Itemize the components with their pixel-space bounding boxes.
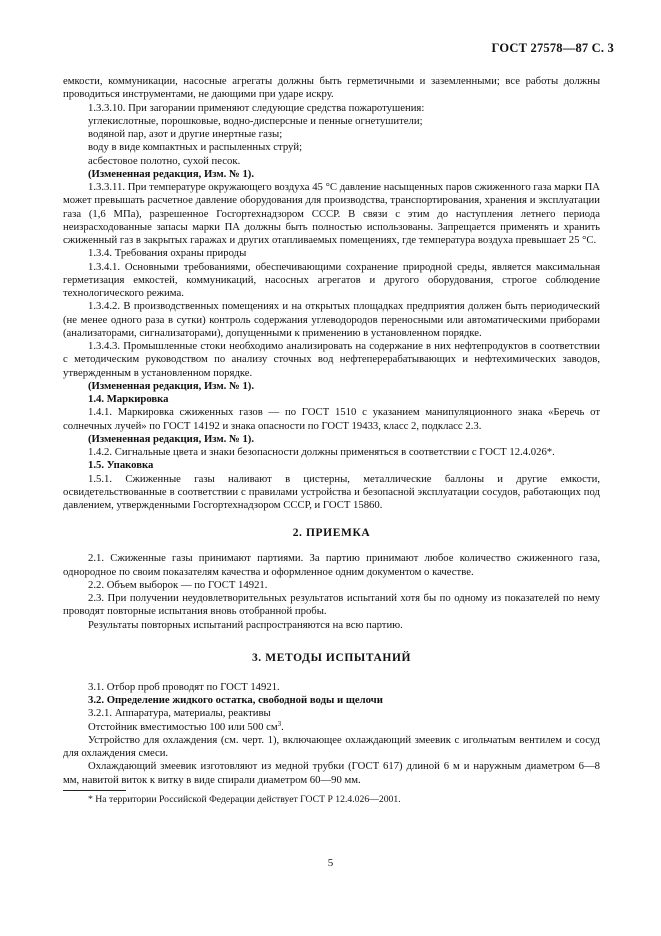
paragraph: емкости, коммуникации, насосные агрегаты должны быть герметичными и заземленными; все работы должны проводиться инструментами, не дающими при ударе искру. <box>63 75 600 101</box>
paragraph: 1.3.4.3. Промышленные стоки необходимо анализировать на содержание в них нефтепродуктов в соответствии с методическим руководством по анализу сточных вод нефтеперерабатывающих и нефтехимических заводов, утвержденным в установленном порядке. <box>63 340 600 379</box>
paragraph: Результаты повторных испытаний распространяются на всю партию. <box>88 618 403 631</box>
subsection-heading: 1.5. Упаковка <box>88 459 154 472</box>
section-title: 3. МЕТОДЫ ИСПЫТАНИЙ <box>251 651 412 664</box>
subsection-heading: 3.2. Определение жидкого остатка, свободной воды и щелочи <box>88 694 383 706</box>
list-item: углекислотные, порошковые, водно-дисперсные и пенные огнетушители; <box>88 114 423 127</box>
paragraph: 3.1. Отбор проб проводят по ГОСТ 14921. <box>88 680 280 693</box>
paragraph: 1.4.2. Сигнальные цвета и знаки безопасности должны применяться в соответствии с ГОСТ 12.4.026*. <box>88 446 555 458</box>
paragraph: 2.2. Объем выборок — по ГОСТ 14921. <box>88 578 268 591</box>
amendment-note: (Измененная редакция, Изм. № 1). <box>88 167 255 180</box>
page-header: ГОСТ 27578—87 С. 3 <box>491 41 614 55</box>
paragraph: 2.3. При получении неудовлетворительных результатов испытаний хотя бы по одному из показателей по нему проводят повторные испытания вновь отобранной пробы. <box>63 592 600 618</box>
list-item: асбестовое полотно, сухой песок. <box>88 154 241 167</box>
amendment-note: (Измененная редакция, Изм. № 1). <box>88 432 255 445</box>
section-title: 2. ПРИЕМКА <box>292 527 371 540</box>
paragraph: 1.3.4.2. В производственных помещениях и на открытых площадках предприятия должен быть периодический (не менее одного раза в сутки) контроль содержания углеводородов переносными или автоматическими приборами (анализаторами, сигнализаторами), допущенными к применению в установленном порядке. <box>63 300 600 339</box>
page-number: 5 <box>327 857 334 869</box>
footnote: * На территории Российской Федерации действует ГОСТ Р 12.4.026—2001. <box>88 793 401 805</box>
superscript: 3 <box>277 719 282 728</box>
paragraph: 3.2.1. Аппаратура, материалы, реактивы <box>88 707 271 720</box>
footnote-divider <box>63 790 126 791</box>
list-item: водяной пар, азот и другие инертные газы; <box>88 128 283 140</box>
paragraph: 2.1. Сжиженные газы принимают партиями. За партию принимают любое количество сжиженного газа, однородное по своим показателям качества и оформленное одним документом о качестве. <box>63 552 600 578</box>
paragraph-text: Отстойник вместимостью 100 или 500 см <box>88 720 278 733</box>
paragraph: 1.3.3.10. При загорании применяют следующие средства пожаротушения: <box>88 101 425 114</box>
amendment-note: (Измененная редакция, Изм. № 1). <box>88 379 255 392</box>
list-item: воду в виде компактных и распыленных струй; <box>88 141 303 154</box>
paragraph: Устройство для охлаждения (см. черт. 1), включающее охлаждающий змеевик с игольчатым вентилем и сосуд для охлаждения смеси. <box>63 733 600 759</box>
paragraph: 1.3.4.1. Основными требованиями, обеспечивающими сохранение природной среды, является максимальная герметизация емкостей, коммуникаций, насосных агрегатов и другого оборудования, строгое соблюдение технологического режима. <box>63 260 600 299</box>
paragraph: 1.3.3.11. При температуре окружающего воздуха 45 °С давление насыщенных паров сжиженного газа марки ПА может превышать расчетное давление оборудования для производства, транспортирования, хранения и эксплуатации газа (1,6 МПа), разрешенное Госгортехнадзором СССР. В связи с этим до наступления летнего периода неизрасходованные запасы марки ПА должны быть полностью использованы. Запрещается применять и хранить сжиженный газ в закрытых гаражах и других отапливаемых помещениях, где температура воздуха превышает 25 °С. <box>63 181 600 246</box>
paragraph-punctuation: . <box>281 720 284 733</box>
subsection-heading: 1.4. Маркировка <box>88 393 169 405</box>
paragraph <box>63 721 600 734</box>
paragraph: Охлаждающий змеевик изготовляют из медной трубки (ГОСТ 617) длиной 6 м и наружным диаметром 6—8 мм, навитой виток к витку в виде спирали диаметром 60—90 мм. <box>63 760 600 786</box>
document-body <box>63 75 600 806</box>
paragraph: 1.4.1. Маркировка сжиженных газов — по ГОСТ 1510 с указанием манипуляционного знака «Беречь от солнечных лучей» по ГОСТ 14192 и знака опасности по ГОСТ 19433, класс 2, подкласс 2.3. <box>63 406 600 432</box>
subsection-heading: 1.3.4. Требования охраны природы <box>88 247 247 260</box>
paragraph: 1.5.1. Сжиженные газы наливают в цистерны, металлические баллоны и другие емкости, освидетельствованные в соответствии с правилами устройства и безопасной эксплуатации сосудов, работающих под давлением, утвержденными Госгортехнадзором СССР, и ГОСТ 15860. <box>63 472 600 511</box>
